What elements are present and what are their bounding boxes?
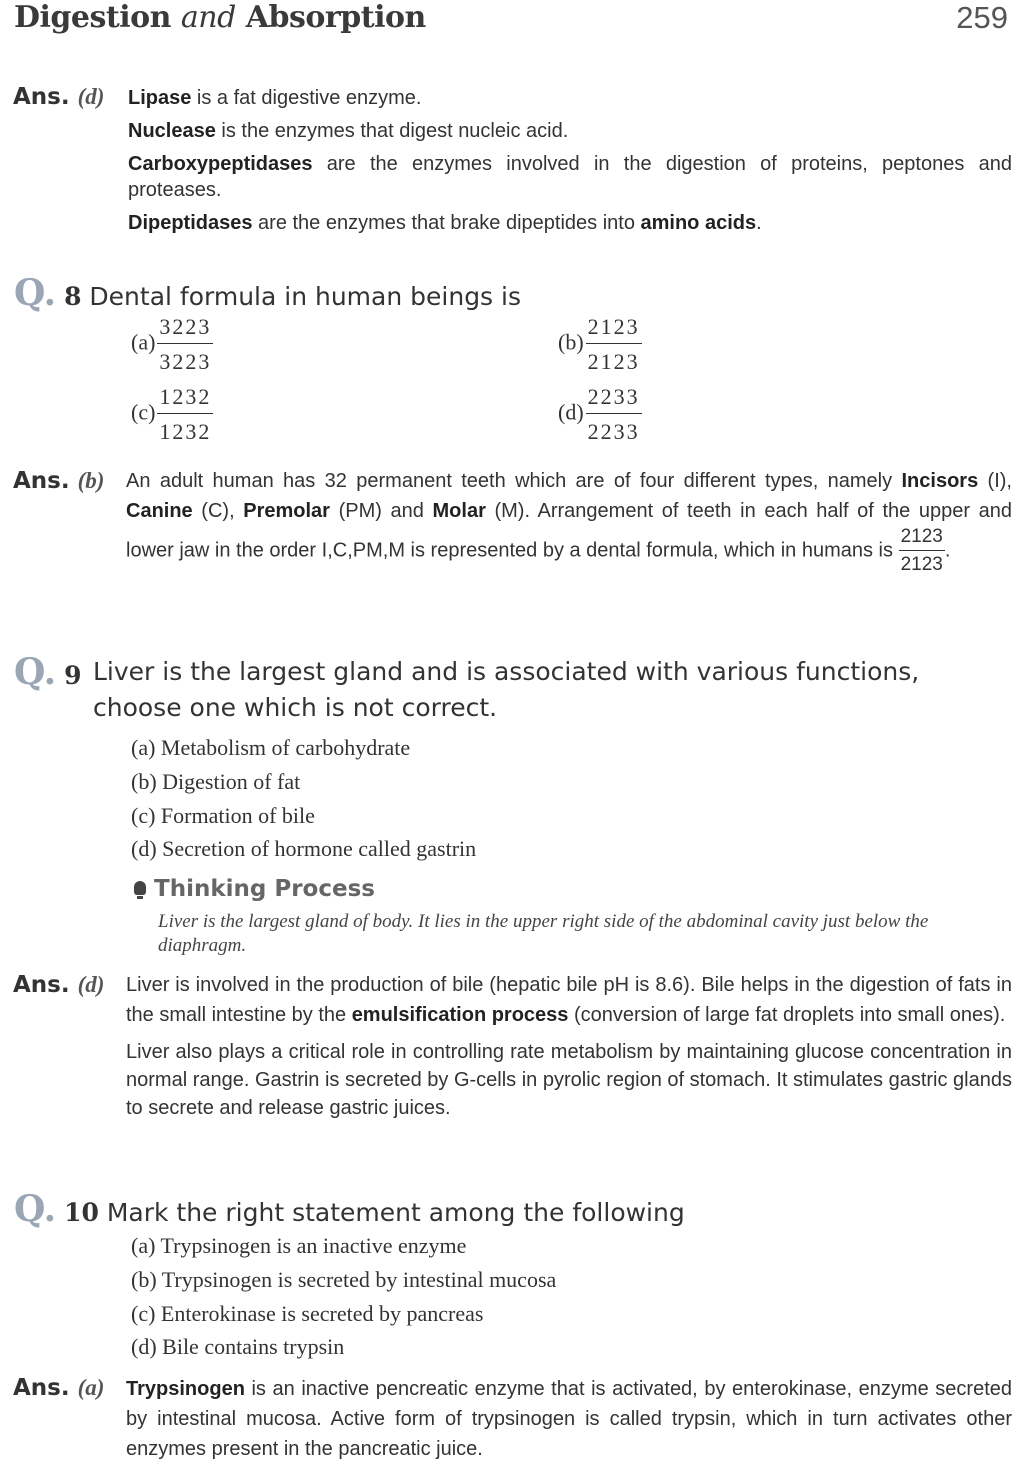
page-number: 259 [956,0,1008,35]
answer-label: Ans. (d) [13,84,105,110]
option-b: (b) Trypsinogen is secreted by intestinal mucosa [131,1267,557,1292]
answer-label: Ans. (d) [13,972,105,998]
question-8: Q. 8 Dental formula in human beings is [14,272,522,314]
option-c: (c) Formation of bile [131,803,315,828]
page-title: Digestion and Absorption [14,0,426,35]
option-a: (a) Trypsinogen is an inactive enzyme [131,1233,467,1258]
answer-line: Carboxypeptidases are the enzymes involved in the digestion of proteins, peptones and proteases. [128,153,1012,201]
thinking-process-text: Liver is the largest gland of body. It lies in the upper right side of the abdominal cavity just below the diaphragm. [158,911,929,956]
option-b: (b) Digestion of fat [131,769,301,794]
option-c: (c) $\frac{1232}{1232}$ [131,384,212,444]
option-d: (d) $\frac{2233}{2233}$ [558,384,640,444]
question-9: Q. 9 Liver is the largest gland and is associated with various functions, choose one which is not correct. [14,651,920,722]
answer-label: Ans. (b) [13,468,105,494]
option-a: (a) Metabolism of carbohydrate [131,735,411,760]
question-10: Q. 10 Mark the right statement among the following [14,1188,685,1230]
bulb-icon [134,881,146,895]
answer-7-body [128,84,1012,238]
answer-8-body: An adult human has 32 permanent teeth which are of four different types, namely Incisors (I), Canine (C), Premolar (PM) and Molar (M). Arrangement of teeth in each half of the upper and lower jaw in the order I,C,PM,M is represented by a dental formula, which in humans is $\frac{2123}{2123}$ . [126,470,1012,575]
option-d: (d) Secretion of hormone called gastrin [131,836,477,861]
answer-10-body: Trypsinogen is an inactive pencreatic enzyme that is activated, by enterokinase, enzyme secreted by intestinal mucosa. Active form of trypsinogen is called trypsin, which in turn activates other enzymes present in the pancreatic juice. [126,1378,1012,1460]
answer-label: Ans. (a) [13,1375,105,1401]
option-b: (b) $\frac{2123}{2123}$ [558,314,640,374]
option-a: (a) $\frac{3223}{3223}$ [131,314,212,374]
answer-line: Lipase is a fat digestive enzyme. [128,87,422,109]
thinking-process-heading: Thinking Process [134,876,375,902]
answer-9-body: Liver is involved in the production of bile (hepatic bile pH is 8.6). Bile helps in the digestion of fats in the small intestine by the emulsification process (conversion of large fat droplets into small ones). Liver also plays a critical role in controlling rate metabolism by maintaining glucose concentration in normal range. Gastrin is secreted by G-cells in pyrolic region of stomach. It stimulates gastric glands to secrete and release gastric juices. [126,974,1012,1119]
option-d: (d) Bile contains trypsin [131,1334,345,1359]
answer-line: Dipeptidases are the enzymes that brake dipeptides into amino acids. [128,212,762,234]
option-c: (c) Enterokinase is secreted by pancreas [131,1301,484,1326]
answer-line: Nuclease is the enzymes that digest nucleic acid. [128,120,569,142]
